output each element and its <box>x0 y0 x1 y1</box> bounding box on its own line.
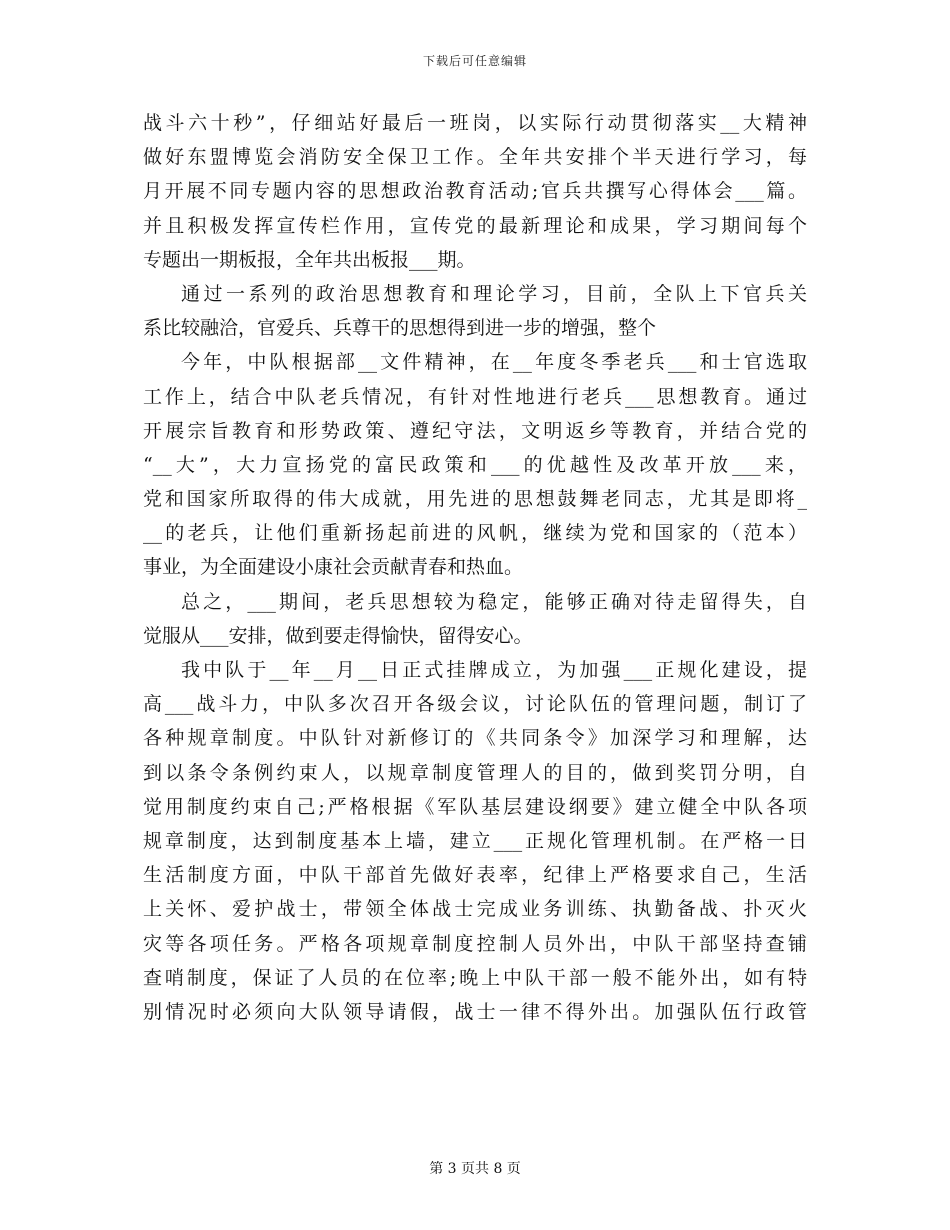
text-line: 高___战斗力，中队多次召开各级会议，讨论队伍的管理问题，制订了 <box>143 693 807 716</box>
text-line: 工作上，结合中队老兵情况，有针对性地进行老兵___思想教育。通过 <box>143 385 807 408</box>
text-line: 别情况时必须向大队领导请假，战士一律不得外出。加强队伍行政管 <box>143 1000 807 1023</box>
text-line: 党和国家所取得的伟大成就，用先进的思想鼓舞老同志，尤其是即将_ <box>143 488 807 511</box>
text-line: 开展宗旨教育和形势政策、遵纪守法，文明返乡等教育，并结合党的 <box>143 419 807 442</box>
text-line: 通过一系列的政治思想教育和理论学习，目前，全队上下官兵关 <box>181 282 807 305</box>
text-line: 觉服从___安排，做到要走得愉快，留得安心。 <box>143 624 533 647</box>
text-line: 各种规章制度。中队针对新修订的《共同条令》加深学习和理解，达 <box>143 727 807 750</box>
text-line: 战斗六十秒”，仔细站好最后一班岗，以实际行动贯彻落实__大精神 <box>143 112 807 134</box>
text-line: 查哨制度，保证了人员的在位率;晚上中队干部一般不能外出，如有特 <box>143 966 807 989</box>
text-line: 月开展不同专题内容的思想政治教育活动;官兵共撰写心得体会___篇。 <box>143 180 807 203</box>
text-line: 灾等各项任务。严格各项规章制度控制人员外出，中队干部坚持查铺 <box>143 932 807 955</box>
text-line: 系比较融洽，官爱兵、兵尊干的思想得到进一步的增强，整个 <box>143 317 657 340</box>
text-line: 事业，为全面建设小康社会贡献青春和热血。 <box>143 556 524 579</box>
text-line: “__大”，大力宣扬党的富民政策和___的优越性及改革开放___来， <box>143 453 807 476</box>
text-line: 上关怀、爱护战士，带领全体战士完成业务训练、执勤备战、扑灭火 <box>143 898 807 921</box>
text-line: 我中队于__年__月__日正式挂牌成立，为加强___正规化建设，提 <box>181 659 807 681</box>
text-line: 觉用制度约束自己;严格根据《军队基层建设纲要》建立健全中队各项 <box>143 795 807 818</box>
text-line: 总之，___期间，老兵思想较为稳定，能够正确对待走留得失，自 <box>181 590 807 613</box>
text-line: 规章制度，达到制度基本上墙，建立___正规化管理机制。在严格一日 <box>143 829 807 852</box>
text-line: 并且积极发挥宣传栏作用，宣传党的最新理论和成果，学习期间每个 <box>143 214 807 237</box>
text-line: 生活制度方面，中队干部首先做好表率，纪律上严格要求自己，生活 <box>143 864 807 887</box>
text-line: __的老兵，让他们重新扬起前进的风帆，继续为党和国家的（范本） <box>143 522 807 545</box>
text-line: 今年，中队根据部__文件精神，在__年度冬季老兵___和士官选取 <box>181 351 807 374</box>
page-header: 下载后可任意编辑 <box>422 54 527 68</box>
text-line: 专题出一期板报，全年共出板报___期。 <box>143 248 476 271</box>
document-body <box>143 106 807 1029</box>
text-line: 到以条令条例约束人，以规章制度管理人的目的，做到奖罚分明，自 <box>143 761 807 784</box>
page-footer: 第 3 页共 8 页 <box>429 1161 521 1177</box>
text-line: 做好东盟博览会消防安全保卫工作。全年共安排个半天进行学习，每 <box>143 146 807 169</box>
